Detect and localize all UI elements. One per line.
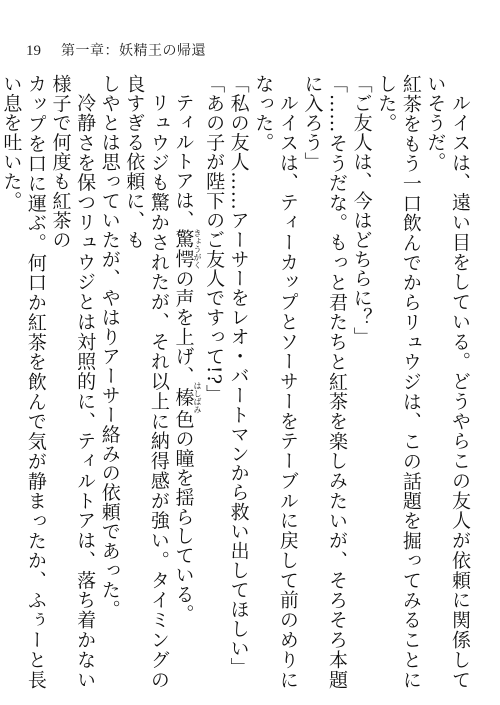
text-line: 「……そうだな。もっと君たちと紅茶を楽しみたいが、そろそろ本題に入ろう」 [301,74,349,689]
text-span: 色の瞳を揺らしている。 [172,409,195,624]
text-line: 「あの子が陛下のご友人ですって!?」 [203,74,226,404]
text-line-with-ruby [171,74,202,689]
text-line: 冷静さを保つリュウジとは対照的に、ティルトアは、落ち着かない様子で何度も紅茶の [49,74,97,689]
text-line: ルイスは、遠い目をしている。どうやらこの友人が依頼に関係していそうだ。 [424,74,471,689]
text-line: 「私の友人……アーサーをレオ・バートマンから救い出してほしい」 [227,74,250,677]
chapter-title: 第一章：妖精王の帰還 [61,43,206,59]
vertical-body-text [0,74,472,689]
ruby-word: 榛はしばみ [172,381,202,414]
text-line: リュウジも驚かされたが、それ以上に納得感が強い。タイミングの良すぎる依頼に、も [123,74,170,689]
page-number: 19 [26,43,41,59]
text-line: しやとは思っていたが、やはりアーサー絡みの依頼であった。 [98,74,121,619]
text-line: 紅茶をもう一口飲んでからリュウジは、この話題を掘ってみることにした。 [375,74,422,689]
running-header [26,40,206,62]
text-line: カップを口に運ぶ。何口か紅茶を飲んで気が静まったか、ふぅーと長い息を吐いた。 [0,74,47,689]
text-span: の声を上げ、 [172,268,195,386]
ruby-word: 驚愕きょうがく [172,228,202,269]
text-line: ルイスは、ティーカップとソーサーをテーブルに戻して前のめりになった。 [252,74,299,689]
text-span: ティルトアは、 [172,93,195,230]
text-line: 「ご友人は、今はどちらに？」 [350,74,373,347]
